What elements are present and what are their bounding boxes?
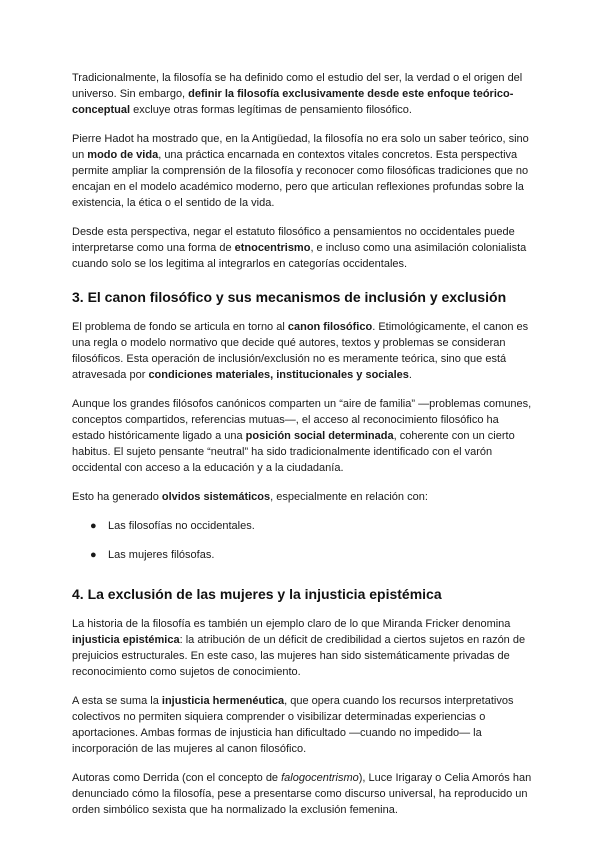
bold-phrase: modo de vida — [87, 149, 159, 161]
bullet-icon: ● — [90, 549, 97, 561]
bold-phrase: olvidos sistemáticos — [161, 491, 271, 503]
paragraph-etnocentrismo: Desde esta perspectiva, negar el estatuto filosófico a pensamientos no occidentales puede interpretarse como una forma de etnocentrismo, e incluso como una asimilación colonialista cuando solo se los legitima al integrarlos en categorías occidentales. — [72, 226, 527, 270]
paragraph-hadot: Pierre Hadot ha mostrado que, en la Antigüedad, la filosofía no era solo un saber teórico, sino un modo de vida, una práctica encarnada en contextos vitales concretos. Esta perspectiva permite ampliar la comprensión de la filosofía y reconocer como filosóficas tradiciones que no encajan en el modelo académico moderno, pero que articulan reflexiones profundas sobre la existencia, la ética o el sentido de la vida. — [72, 133, 529, 209]
bold-phrase: condiciones materiales, institucionales y sociales — [148, 369, 409, 381]
paragraph-fricker: La historia de la filosofía es también un ejemplo claro de lo que Miranda Fricker denomina injusticia epistémica: la atribución de un déficit de credibilidad a ciertos sujetos en razón de prejuicios estructurales. En este caso, las mujeres han sido sistemáticamente privadas de reconocimiento como sujetos de conocimiento. — [72, 618, 526, 678]
bullet-icon: ● — [90, 520, 97, 532]
list-item: ● Las filosofías no occidentales. — [90, 520, 255, 532]
bold-phrase: injusticia hermenéutica — [161, 695, 285, 707]
bold-phrase: injusticia epistémica — [72, 634, 180, 646]
bold-phrase: etnocentrismo — [234, 242, 311, 254]
paragraph-aire-de-familia: Aunque los grandes filósofos canónicos comparten un “aire de familia” —problemas comunes, conceptos compartidos, referencias mutuas—, el acceso al reconocimiento filosófico ha estado históricamente ligado a una posición social determinada, coherente con un cierto habitus. El sujeto pensante “neutral” ha sido tradicionalmente identificado con el varón occidental con acceso a la educación y a la ciudadanía. — [72, 398, 532, 474]
paragraph-olvidos: Esto ha generado olvidos sistemáticos, especialmente en relación con: — [72, 491, 428, 503]
section-heading-4: 4. La exclusión de las mujeres y la injusticia epistémica — [72, 586, 442, 602]
italic-term: falogocentrismo — [281, 772, 359, 784]
bold-phrase: posición social determinada — [245, 430, 394, 442]
bold-phrase: definir la filosofía exclusivamente desde este enfoque teórico-conceptual — [72, 88, 514, 116]
section-heading-3: 3. El canon filosófico y sus mecanismos de inclusión y exclusión — [72, 289, 507, 305]
document-page — [72, 70, 532, 831]
paragraph-canon: El problema de fondo se articula en torno al canon filosófico. Etimológicamente, el canon es una regla o modelo normativo que decide qué autores, textos y problemas se consideran filosóficos. Esta operación de inclusión/exclusión no es meramente teórica, sino que está atravesada por condiciones materiales, institucionales y sociales. — [72, 321, 529, 381]
bullet-list — [72, 518, 532, 563]
list-item: ● Las mujeres filósofas. — [90, 549, 215, 561]
paragraph-intro: Tradicionalmente, la filosofía se ha definido como el estudio del ser, la verdad o el origen del universo. Sin embargo, definir la filosofía exclusivamente desde este enfoque teórico-conceptual excluye otras formas legítimas de pensamiento filosófico. — [72, 72, 523, 116]
paragraph-autoras: Autoras como Derrida (con el concepto de falogocentrismo), Luce Irigaray o Celia Amorós han denunciado cómo la filosofía, pese a presentarse como discurso universal, ha reproducido un orden simbólico sexista que ha normalizado la exclusión femenina. — [72, 772, 532, 816]
paragraph-hermeneutica: A esta se suma la injusticia hermenéutica, que opera cuando los recursos interpretativos colectivos no permiten siquiera comprender o visibilizar determinadas experiencias o aportaciones. Ambas formas de injusticia han dificultado —cuando no impedido— la incorporación de las mujeres al canon filosófico. — [72, 695, 514, 755]
bold-phrase: canon filosófico — [287, 321, 373, 333]
